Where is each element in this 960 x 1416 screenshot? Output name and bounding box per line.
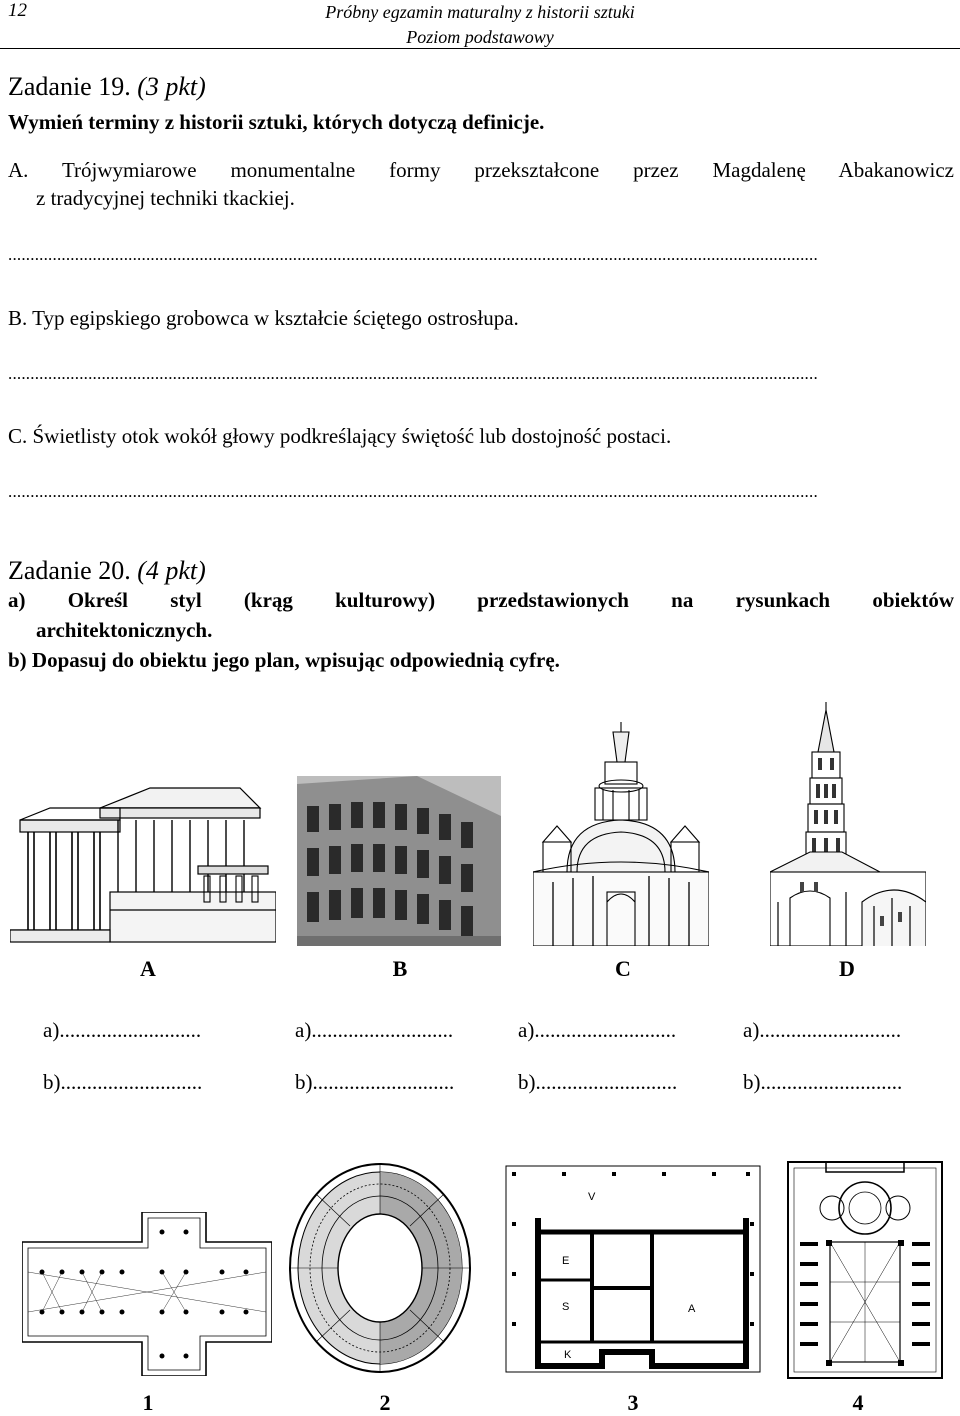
task19-answer-c[interactable]: ...................................................................................................................................................................................... [8, 482, 818, 501]
plan-3-letter-a: A [688, 1303, 696, 1315]
task20-instruction-b: b) Dopasuj do obiektu jego plan, wpisując odpowiednią cyfrę. [8, 648, 560, 672]
answer-b-style[interactable]: a)........................... [295, 1018, 454, 1042]
building-c-drawing [533, 722, 709, 946]
answer-a-plan[interactable]: b)........................... [43, 1070, 203, 1094]
plan-label-2: 2 [379, 1390, 391, 1415]
plan-3-letter-k: K [564, 1349, 572, 1361]
plan-1-drawing [22, 1212, 272, 1376]
answer-a-style[interactable]: a)........................... [43, 1018, 202, 1042]
task20-points: (4 pkt) [137, 556, 206, 585]
answer-d-plan[interactable]: b)........................... [743, 1070, 903, 1094]
task19-answer-b[interactable]: ...................................................................................................................................................................................... [8, 364, 818, 383]
plan-label-3: 3 [627, 1390, 639, 1415]
plan-4-drawing [786, 1160, 944, 1380]
page-number: 12 [8, 0, 27, 21]
task19-item-b: B. Typ egipskiego grobowca w kształcie ściętego ostrosłupa. [8, 306, 519, 330]
task19-item-c: C. Świetlisty otok wokół głowy podkreślający świętość lub dostojność postaci. [8, 424, 672, 448]
answer-c-plan[interactable]: b)........................... [518, 1070, 678, 1094]
task19-answer-a[interactable]: ...................................................................................................................................................................................... [8, 245, 818, 264]
plan-label-1: 1 [142, 1390, 154, 1415]
plan-3-drawing [502, 1162, 764, 1376]
plan-2-drawing [286, 1160, 474, 1376]
task19-instruction: Wymień terminy z historii sztuki, których dotyczą definicje. [8, 110, 545, 134]
header-title-line2: Poziom podstawowy [406, 27, 554, 47]
task20-title [8, 556, 206, 586]
header-divider [0, 48, 960, 49]
building-d-drawing [770, 702, 926, 946]
task19-title-text: Zadanie 19. [8, 72, 131, 101]
plan-3-letter-e: E [562, 1255, 570, 1267]
plan-3-letter-s: S [562, 1301, 570, 1313]
plan-label-4: 4 [852, 1390, 864, 1415]
task20-title-text: Zadanie 20. [8, 556, 131, 585]
task20-instruction-a-line2: architektonicznych. [36, 618, 213, 642]
building-a-drawing [10, 780, 276, 944]
answer-b-plan[interactable]: b)........................... [295, 1070, 455, 1094]
task19-points: (3 pkt) [137, 72, 206, 101]
task19-item-a-line1: A. Trójwymiarowe monumentalne formy przekształcone przez Magdalenę Abakanowicz [8, 158, 954, 182]
plan-3-letter-v: V [588, 1191, 596, 1203]
task20-instruction-a-line1: a) Określ styl (krąg kulturowy) przedstawionych na rysunkach obiektów [8, 588, 954, 612]
answer-c-style[interactable]: a)........................... [518, 1018, 677, 1042]
building-label-b: B [392, 956, 408, 981]
task19-title [8, 72, 206, 102]
header-title [300, 0, 660, 50]
answer-d-style[interactable]: a)........................... [743, 1018, 902, 1042]
header-title-line1: Próbny egzamin maturalny z historii sztuki [325, 2, 635, 22]
building-label-a: A [140, 956, 156, 981]
building-label-d: D [839, 956, 855, 981]
building-b-drawing [297, 776, 501, 946]
task19-item-a-line2: z tradycyjnej techniki tkackiej. [36, 186, 295, 210]
building-label-c: C [615, 956, 631, 981]
